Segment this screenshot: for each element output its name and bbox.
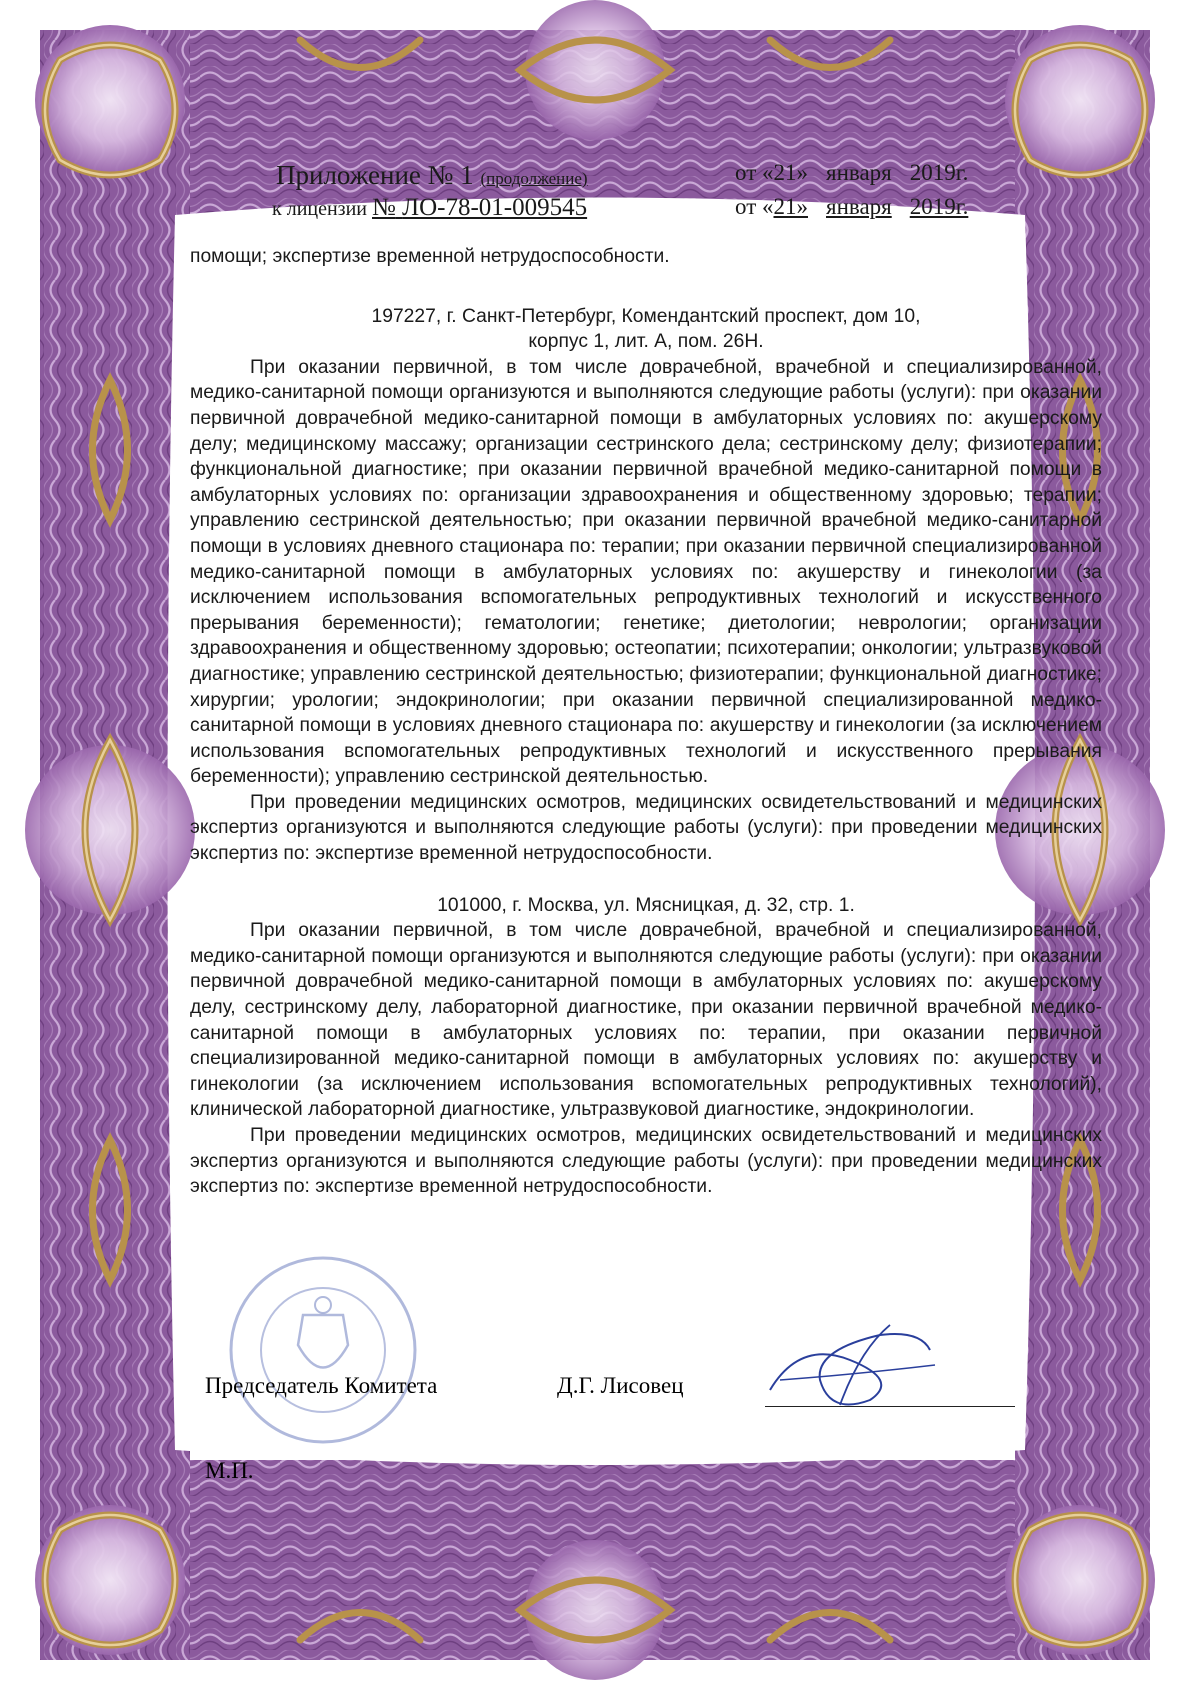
date-month: января: [826, 194, 892, 219]
address-1-services-paragraph: При оказании первичной, в том числе доврачебной, врачебной и специализированной, медико-санитарной помощи организуются и выполняются следующие работы (услуги): при оказании первичной доврачебной медико-санитарной помощи в амбулаторных условиях по: акушерскому делу; медицинскому массажу; организации сестринского дела; сестринскому делу; физиотерапии; функциональной диагностике; при оказании первичной врачебной медико-санитарной помощи в амбулаторных условиях по: организации здравоохранения и общественному здоровью; терапии; управлению сестринской деятельностью; при оказании первичной врачебной медико-санитарной помощи в условиях дневного стационара по: терапии; при оказании первичной специализированной медико-санитарной помощи в амбулаторных условиях по: акушерству и гинекологии (за исключением использования вспомогательных репродуктивных технологий и искусственного прерывания беременности); гематологии; генетике; диетологии; неврологии; организации здравоохранения и общественному здоровью; остеопатии; психотерапии; онкологии; ультразвуковой диагностике; управлению сестринской деятельностью; физиотерапии; функциональной диагностике; хирургии; урологии; эндокринологии; при оказании первичной специализированной медико-санитарной помощи в условиях дневного стационара по: акушерству и гинекологии (за исключением использования вспомогательных репродуктивных технологий и искусственного прерывания беременности); управлению сестринской деятельностью.: [190, 356, 1102, 788]
date-year: 2019г.: [909, 194, 969, 219]
license-number: ЛО-78-01-009545: [402, 194, 588, 221]
appendix-date: [735, 160, 968, 186]
appendix-note: (продолжение): [480, 169, 588, 188]
license-heading: [272, 194, 587, 222]
address-1-expertise-paragraph: При проведении медицинских осмотров, медицинских освидетельствований и медицинских экспертиз организуются и выполняются следующие работы (услуги): при проведении медицинских экспертиз по: экспертизе временной нетрудоспособности.: [190, 791, 1102, 865]
document-body: [190, 160, 1102, 1200]
date-suffix: »: [796, 160, 808, 185]
address-2-services-paragraph: При оказании первичной, в том числе доврачебной, врачебной и специализированной, медико-санитарной помощи организуются и выполняются следующие работы (услуги): при оказании первичной доврачебной медико-санитарной помощи в амбулаторных условиях по: акушерскому делу, сестринскому делу, лабораторной диагностике, при оказании первичной врачебной медико-санитарной помощи в амбулаторных условиях по: терапии, при оказании первичной специализированной медико-санитарной помощи в амбулаторных условиях по: акушерству и гинекологии (за исключением использования вспомогательных репродуктивных технологий), клинической лабораторной диагностике, ультразвуковой диагностике, эндокринологии.: [190, 920, 1102, 1121]
appendix-heading: [276, 160, 588, 191]
date-day: 21: [773, 194, 797, 219]
stamp-place-label: М.П.: [205, 1458, 254, 1483]
license-date: [735, 194, 968, 220]
license-number-group: [372, 194, 587, 221]
date-prefix: от «: [735, 194, 774, 219]
signature-line: [765, 1406, 1015, 1407]
address-1-line-1: 197227, г. Санкт-Петербург, Комендантский проспект, дом 10,: [371, 305, 921, 327]
date-prefix: от «: [735, 160, 774, 185]
document-header: [190, 160, 1102, 226]
appendix-label: Приложение № 1: [276, 160, 474, 190]
signature-block: [205, 1373, 1085, 1483]
intro-line: помощи; экспертизе временной нетрудоспособности.: [190, 246, 670, 267]
date-day: 21: [773, 160, 797, 185]
signatory-title: Председатель Комитета: [205, 1373, 438, 1398]
address-2-line-1: 101000, г. Москва, ул. Мясницкая, д. 32, стр. 1.: [437, 894, 855, 916]
date-year: 2019г.: [909, 160, 969, 185]
license-number-prefix: №: [372, 194, 396, 221]
license-label: к лицензии: [272, 198, 367, 220]
signatory-name: Д.Г. Лисовец: [557, 1373, 684, 1398]
address-2-expertise-paragraph: При проведении медицинских осмотров, медицинских освидетельствований и медицинских экспертиз организуются и выполняются следующие работы (услуги): при проведении медицинских экспертиз по: экспертизе временной нетрудоспособности.: [190, 1125, 1102, 1198]
date-suffix: »: [796, 194, 808, 219]
address-1-line-2: корпус 1, лит. А, пом. 26Н.: [528, 331, 764, 353]
date-month: января: [826, 160, 892, 185]
